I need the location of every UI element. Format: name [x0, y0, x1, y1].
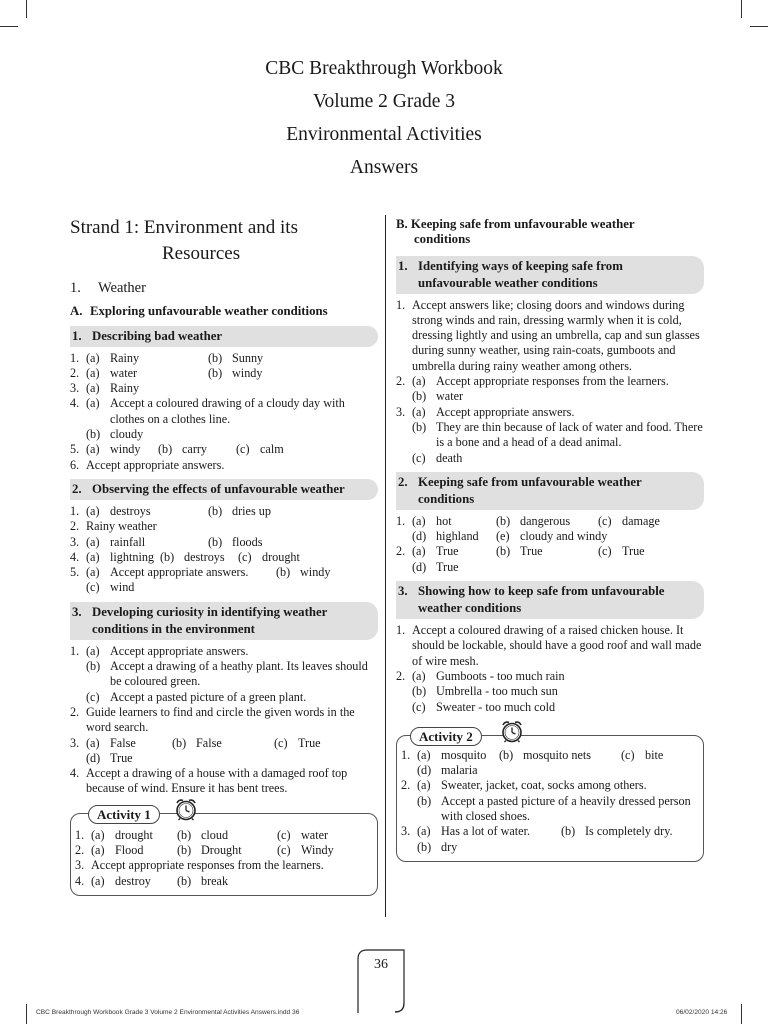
opt-label: (a) — [86, 503, 100, 518]
answer-text: Gumboots - too much rain — [436, 668, 565, 683]
crop-mark-tr-h — [750, 26, 768, 27]
opt-label: (b) — [160, 549, 175, 564]
answer-text: hot — [436, 513, 452, 528]
section-title-line-2: weather conditions — [418, 601, 522, 616]
alarm-clock-icon — [500, 719, 524, 743]
opt-label: (b) — [496, 513, 511, 528]
section-b-line-1: B. Keeping safe from unfavourable weather — [396, 217, 635, 231]
answer-row — [401, 778, 697, 793]
q-num: 1. — [70, 350, 80, 365]
answer-row — [396, 560, 704, 575]
q-num: 3. — [401, 824, 411, 839]
answer-text: dries up — [232, 503, 271, 518]
q-num: 1. — [396, 513, 406, 528]
alarm-clock-icon — [174, 797, 198, 821]
footer-date: 06/02/2020 14:26 — [676, 1009, 728, 1016]
q-num: 3. — [70, 534, 80, 549]
header-line-3: Environmental Activities — [286, 124, 482, 145]
answer-row — [70, 458, 378, 473]
q-num: 4. — [70, 766, 80, 781]
answer-text: Accept appropriate answers. — [110, 565, 249, 580]
section-b-heading — [396, 217, 704, 248]
opt-label: (c) — [86, 580, 100, 595]
answer-text: destroy — [115, 873, 151, 888]
opt-label: (b) — [276, 565, 291, 580]
opt-label: (b) — [208, 503, 223, 518]
answer-row — [396, 669, 704, 684]
answer-text: Accept a coloured drawing of a cloudy day with clothes on a clothes line. — [110, 396, 345, 426]
opt-label: (b) — [412, 419, 427, 434]
answer-text: Accept answers like; closing doors and windows during strong winds and rain, dressing warmly when it is cold, dressing lightly and using an umbrella, cap and sun glasses during sunny weather, using rain-coats, gumboots and umbrella during rainy weather among others. — [412, 297, 700, 373]
section-title: Describing bad weather — [92, 328, 223, 343]
activity-1-label: Activity 1 — [88, 805, 160, 824]
answer-text: Is completely dry. — [585, 824, 673, 839]
answer-row — [396, 451, 704, 466]
opt-label: (b) — [208, 534, 223, 549]
answer-text: cloudy and windy — [520, 529, 608, 544]
answer-text: cloudy — [110, 427, 144, 442]
answer-text: water — [110, 365, 138, 380]
crop-mark-br-v — [741, 1004, 742, 1024]
section-title: Observing the effects of unfavourable weather — [92, 481, 345, 496]
q-num: 2. — [401, 778, 411, 793]
opt-label: (b) — [561, 824, 576, 839]
answer-row — [401, 748, 697, 763]
section-number: 2. — [72, 481, 82, 496]
answer-text: death — [436, 450, 463, 465]
footer-file-info: CBC Breakthrough Workbook Grade 3 Volume 2 Environmental Activities Answers.indd 36 — [36, 1009, 300, 1016]
q-num: 2. — [70, 704, 80, 719]
answer-row — [70, 519, 378, 534]
opt-label: (b) — [496, 544, 511, 559]
topic-title: Weather — [98, 280, 146, 296]
opt-label: (a) — [86, 643, 100, 658]
opt-label: (b) — [177, 843, 192, 858]
answer-text: calm — [260, 442, 284, 457]
crop-mark-tl-h — [0, 26, 18, 27]
q-num: 1. — [396, 297, 406, 312]
opt-label: (a) — [86, 381, 100, 396]
opt-label: (a) — [417, 747, 431, 762]
answer-text: highland — [436, 529, 479, 544]
opt-label: (c) — [412, 699, 426, 714]
activity-1-box — [70, 806, 378, 896]
opt-label: (b) — [172, 735, 187, 750]
section-title-line-1: Showing how to keep safe from unfavourable — [418, 584, 665, 599]
answer-text: Accept appropriate answers. — [436, 404, 575, 419]
opt-label: (c) — [238, 549, 252, 564]
opt-label: (c) — [86, 689, 100, 704]
opt-label: (d) — [412, 559, 427, 574]
answer-text: True — [110, 750, 133, 765]
answer-text: Umbrella - too much sun — [436, 684, 558, 699]
opt-label: (e) — [496, 529, 510, 544]
answer-text: floods — [232, 534, 263, 549]
answer-row — [70, 504, 378, 519]
opt-label: (a) — [412, 513, 426, 528]
section-title-line-2: unfavourable weather conditions — [418, 275, 598, 290]
q-num: 2. — [396, 544, 406, 559]
q-num: 2. — [75, 843, 85, 858]
answer-text: Accept appropriate answers. — [86, 457, 225, 472]
answer-text: Drought — [201, 843, 242, 858]
answer-text: They are thin because of lack of water and food. There is a bone and a head of a dead animal. — [436, 419, 703, 450]
header-line-2: Volume 2 Grade 3 — [312, 91, 456, 112]
answer-text: Flood — [115, 843, 144, 858]
section-a-label: A. — [70, 304, 83, 319]
opt-label: (b) — [499, 747, 514, 762]
answer-text: Accept appropriate responses from the learners. — [91, 858, 324, 873]
opt-label: (a) — [86, 549, 100, 564]
answer-text: True — [436, 559, 459, 574]
opt-label: (b) — [86, 659, 101, 674]
answer-text: Accept appropriate answers. — [110, 643, 249, 658]
answer-row — [396, 514, 704, 529]
answer-text: windy — [300, 565, 331, 580]
answer-text: Rainy weather — [86, 519, 157, 534]
activity-2-label: Activity 2 — [410, 727, 482, 746]
answer-row — [396, 544, 704, 559]
answer-text: dry — [441, 839, 458, 854]
opt-label: (a) — [412, 374, 426, 389]
answer-text: Accept a drawing of a heathy plant. Its leaves should be coloured green. — [110, 659, 368, 689]
answer-text: Rainy — [110, 381, 140, 396]
answer-text: False — [196, 735, 222, 750]
opt-label: (a) — [412, 544, 426, 559]
opt-label: (d) — [412, 529, 427, 544]
answer-row — [70, 381, 378, 396]
q-num: 4. — [70, 549, 80, 564]
q-num: 2. — [70, 365, 80, 380]
q-num: 3. — [75, 858, 85, 873]
opt-label: (a) — [91, 843, 105, 858]
answer-row — [70, 644, 378, 659]
answer-text: Sunny — [232, 350, 264, 365]
opt-label: (b) — [177, 873, 192, 888]
answer-text: True — [298, 735, 321, 750]
opt-label: (b) — [208, 365, 223, 380]
opt-label: (b) — [177, 827, 192, 842]
section-a-title: Exploring unfavourable weather conditions — [90, 304, 328, 319]
answer-text: drought — [115, 827, 153, 842]
answer-row — [396, 623, 704, 669]
opt-label: (c) — [598, 513, 612, 528]
answer-text: water — [301, 827, 329, 842]
q-num: 2. — [396, 374, 406, 389]
q-num: 4. — [70, 396, 80, 411]
left-column — [70, 215, 378, 896]
section-title-line-1: Identifying ways of keeping safe from — [418, 258, 623, 273]
answer-row — [70, 766, 378, 797]
answer-text: drought — [262, 549, 300, 564]
answer-row — [396, 389, 704, 404]
section-number: 2. — [398, 474, 408, 489]
opt-label: (b) — [417, 839, 432, 854]
crop-mark-tl-v — [26, 0, 27, 18]
opt-label: (c) — [236, 442, 250, 457]
q-num: 2. — [70, 519, 80, 534]
q-num: 2. — [396, 668, 406, 683]
answer-text: destroys — [110, 503, 151, 518]
section-bar-describing-bad-weather — [70, 326, 378, 347]
activity-2-box — [396, 728, 704, 862]
answer-text: dangerous — [520, 513, 571, 528]
section-title-line-2: conditions in the environment — [92, 621, 255, 636]
q-num: 3. — [70, 381, 80, 396]
answer-text: True — [520, 544, 543, 559]
opt-label: (b) — [417, 793, 432, 808]
answer-text: break — [201, 873, 229, 888]
answer-text: Sweater - too much cold — [436, 699, 556, 714]
answer-text: Sweater, jacket, coat, socks among others. — [441, 778, 647, 793]
opt-label: (a) — [412, 668, 426, 683]
opt-label: (a) — [86, 565, 100, 580]
opt-label: (a) — [86, 442, 100, 457]
opt-label: (c) — [621, 747, 635, 762]
answer-row — [75, 843, 371, 858]
answer-row — [70, 535, 378, 550]
header-line-4: Answers — [349, 157, 419, 178]
answer-text: wind — [110, 580, 135, 595]
answer-text: windy — [110, 442, 141, 457]
answer-text: Rainy — [110, 350, 140, 365]
answer-row — [70, 565, 378, 580]
answer-text: Windy — [301, 843, 334, 858]
answer-row — [70, 751, 378, 766]
section-bar-identifying-ways — [396, 256, 704, 294]
answer-row — [70, 550, 378, 565]
answer-text: True — [436, 544, 459, 559]
right-column — [396, 215, 704, 862]
section-number: 3. — [72, 604, 82, 619]
section-title-line-2: conditions — [418, 491, 475, 506]
answer-text: mosquito nets — [523, 747, 592, 762]
answer-text: bite — [645, 747, 664, 762]
answer-row — [401, 824, 697, 839]
answer-text: Accept a pasted picture of a heavily dressed person with closed shoes. — [441, 793, 691, 824]
answer-row — [70, 690, 378, 705]
q-num: 6. — [70, 457, 80, 472]
strand-title-line-2: Resources — [162, 243, 241, 264]
q-num: 1. — [70, 503, 80, 518]
opt-label: (a) — [86, 735, 100, 750]
opt-label: (c) — [412, 450, 426, 465]
answer-text: destroys — [184, 549, 225, 564]
opt-label: (c) — [277, 827, 291, 842]
answer-row — [70, 396, 378, 427]
answer-row — [70, 736, 378, 751]
opt-label: (c) — [277, 843, 291, 858]
answer-text: damage — [622, 513, 660, 528]
opt-label: (a) — [86, 396, 100, 411]
q-num: 3. — [70, 735, 80, 750]
opt-label: (b) — [208, 350, 223, 365]
topic-number: 1. — [70, 280, 81, 296]
page-number: 36 — [374, 957, 388, 972]
answer-row — [396, 529, 704, 544]
activity-1-frame — [70, 813, 378, 896]
opt-label: (d) — [86, 750, 101, 765]
opt-label: (a) — [412, 404, 426, 419]
answer-text: windy — [232, 365, 263, 380]
q-num: 5. — [70, 442, 80, 457]
topic-heading — [70, 281, 378, 296]
section-title-line-1: Developing curiosity in identifying weather — [92, 604, 328, 619]
opt-label: (a) — [91, 827, 105, 842]
section-number: 3. — [398, 584, 408, 599]
answer-text: rainfall — [110, 534, 146, 549]
answer-text: Accept a drawing of a house with a damaged roof top because of wind. Ensure it has bent trees. — [86, 766, 348, 796]
answer-row — [70, 427, 378, 442]
section-bar-keeping-safe — [396, 472, 704, 510]
answer-row — [396, 374, 704, 389]
answer-text: water — [436, 389, 464, 404]
answer-row — [396, 420, 704, 451]
q-num: 1. — [396, 623, 406, 638]
opt-label: (a) — [91, 873, 105, 888]
answer-text: lightning — [110, 549, 155, 564]
answer-text: Guide learners to find and circle the given words in the word search. — [86, 704, 355, 735]
q-num: 1. — [70, 643, 80, 658]
answer-row — [70, 580, 378, 595]
section-bar-developing-curiosity — [70, 602, 378, 640]
answer-row — [396, 405, 704, 420]
section-b-line-2: conditions — [414, 232, 471, 247]
answer-row — [70, 442, 378, 457]
section-number: 1. — [72, 328, 82, 343]
answer-row — [401, 794, 697, 825]
page-header — [0, 52, 768, 184]
q-num: 4. — [75, 873, 85, 888]
answer-row — [70, 351, 378, 366]
column-divider — [385, 215, 386, 917]
section-title-line-1: Keeping safe from unfavourable weather — [418, 474, 642, 489]
answer-row — [75, 858, 371, 873]
answer-row — [70, 705, 378, 736]
answer-text: carry — [182, 442, 208, 457]
activity-2-frame — [396, 735, 704, 862]
strand-title-line-1: Strand 1: Environment and its — [70, 217, 298, 238]
section-bar-showing-how — [396, 581, 704, 619]
answer-row — [396, 298, 704, 374]
section-a-heading — [70, 304, 378, 319]
opt-label: (a) — [86, 534, 100, 549]
opt-label: (b) — [412, 684, 427, 699]
opt-label: (c) — [598, 544, 612, 559]
answer-text: mosquito — [441, 747, 487, 762]
answer-text: Has a lot of water. — [441, 824, 531, 839]
answer-row — [70, 659, 378, 690]
answer-text: Accept appropriate responses from the learners. — [436, 374, 669, 389]
crop-mark-tr-v — [741, 0, 742, 18]
answer-text: cloud — [201, 827, 229, 842]
answer-row — [70, 366, 378, 381]
answer-row — [401, 763, 697, 778]
q-num: 1. — [75, 827, 85, 842]
opt-label: (b) — [158, 442, 173, 457]
answer-text: False — [110, 735, 136, 750]
q-num: 1. — [401, 747, 411, 762]
section-bar-observing-effects — [70, 479, 378, 500]
answer-text: True — [622, 544, 645, 559]
answer-text: Accept a coloured drawing of a raised chicken house. It should be lockable, should have a good roof and wall made of wire mesh. — [412, 623, 702, 668]
crop-mark-bl-v — [26, 1004, 27, 1024]
opt-label: (c) — [274, 735, 288, 750]
opt-label: (a) — [417, 778, 431, 793]
answer-row — [396, 684, 704, 699]
answer-row — [396, 700, 704, 715]
opt-label: (b) — [412, 389, 427, 404]
opt-label: (d) — [417, 763, 432, 778]
q-num: 3. — [396, 404, 406, 419]
answer-row — [75, 874, 371, 889]
answer-row — [75, 828, 371, 843]
opt-label: (a) — [417, 824, 431, 839]
opt-label: (a) — [86, 350, 100, 365]
section-number: 1. — [398, 258, 408, 273]
opt-label: (a) — [86, 365, 100, 380]
answer-text: Accept a pasted picture of a green plant. — [110, 689, 307, 704]
opt-label: (b) — [86, 427, 101, 442]
answer-text: malaria — [441, 763, 478, 778]
answer-row — [401, 840, 697, 855]
q-num: 5. — [70, 565, 80, 580]
header-line-1: CBC Breakthrough Workbook — [265, 58, 503, 79]
strand-title — [70, 215, 378, 267]
